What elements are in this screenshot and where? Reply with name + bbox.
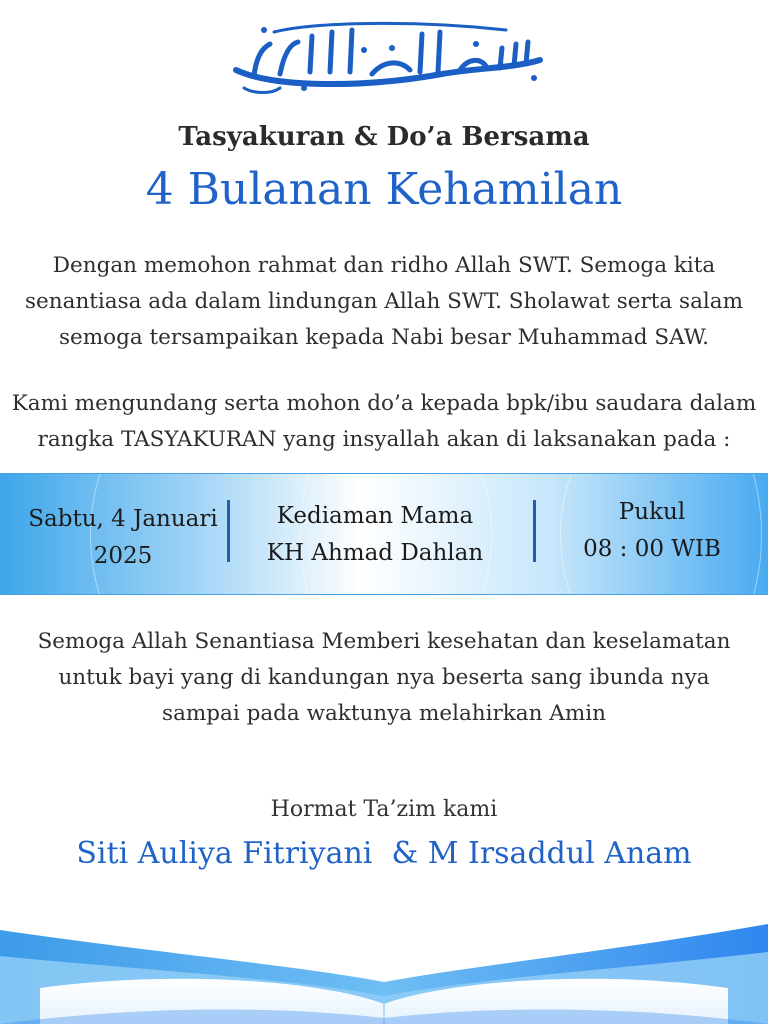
opening-line: senantiasa ada dalam lindungan Allah SWT. Sholawat serta salam	[25, 289, 743, 314]
opening-line: Dengan memohon rahmat dan ridho Allah SWT. Semoga kita	[52, 253, 716, 278]
event-details-band	[0, 473, 768, 595]
event-year: 2025	[93, 543, 153, 569]
event-date	[20, 501, 226, 575]
closing-greeting: Hormat Ta’zim kami	[270, 797, 498, 822]
bismillah-calligraphy-icon	[214, 14, 554, 98]
band-divider	[227, 500, 230, 562]
host-names: Siti Auliya Fitriyani & M Irsaddul Anam	[76, 836, 692, 871]
event-location-line: Kediaman Mama	[276, 503, 474, 529]
event-time	[546, 494, 758, 568]
invitation-paragraph	[0, 386, 768, 458]
event-location	[236, 498, 514, 572]
prayer-paragraph	[0, 624, 768, 732]
prayer-line: untuk bayi yang di kandungan nya beserta sang ibunda nya	[58, 665, 710, 690]
event-location-line: KH Ahmad Dahlan	[266, 540, 484, 566]
event-title: 4 Bulanan Kehamilan	[145, 164, 623, 215]
event-date-line: Sabtu, 4 Januari	[28, 506, 218, 532]
opening-paragraph	[0, 248, 768, 356]
event-time-value: 08 : 00 WIB	[583, 536, 721, 562]
event-time-label: Pukul	[618, 499, 686, 525]
invitation-line: Kami mengundang serta mohon do’a kepada bpk/ibu saudara dalam	[11, 391, 757, 416]
band-divider	[533, 500, 536, 562]
opening-line: semoga tersampaikan kepada Nabi besar Muhammad SAW.	[59, 325, 709, 350]
invitation-line: rangka TASYAKURAN yang insyallah akan di laksanakan pada :	[37, 427, 731, 452]
open-book-waves-icon	[0, 900, 768, 1024]
prayer-line: sampai pada waktunya melahirkan Amin	[162, 701, 606, 726]
prayer-line: Semoga Allah Senantiasa Memberi kesehatan dan keselamatan	[37, 629, 731, 654]
event-subtitle: Tasyakuran & Do’a Bersama	[178, 122, 590, 152]
